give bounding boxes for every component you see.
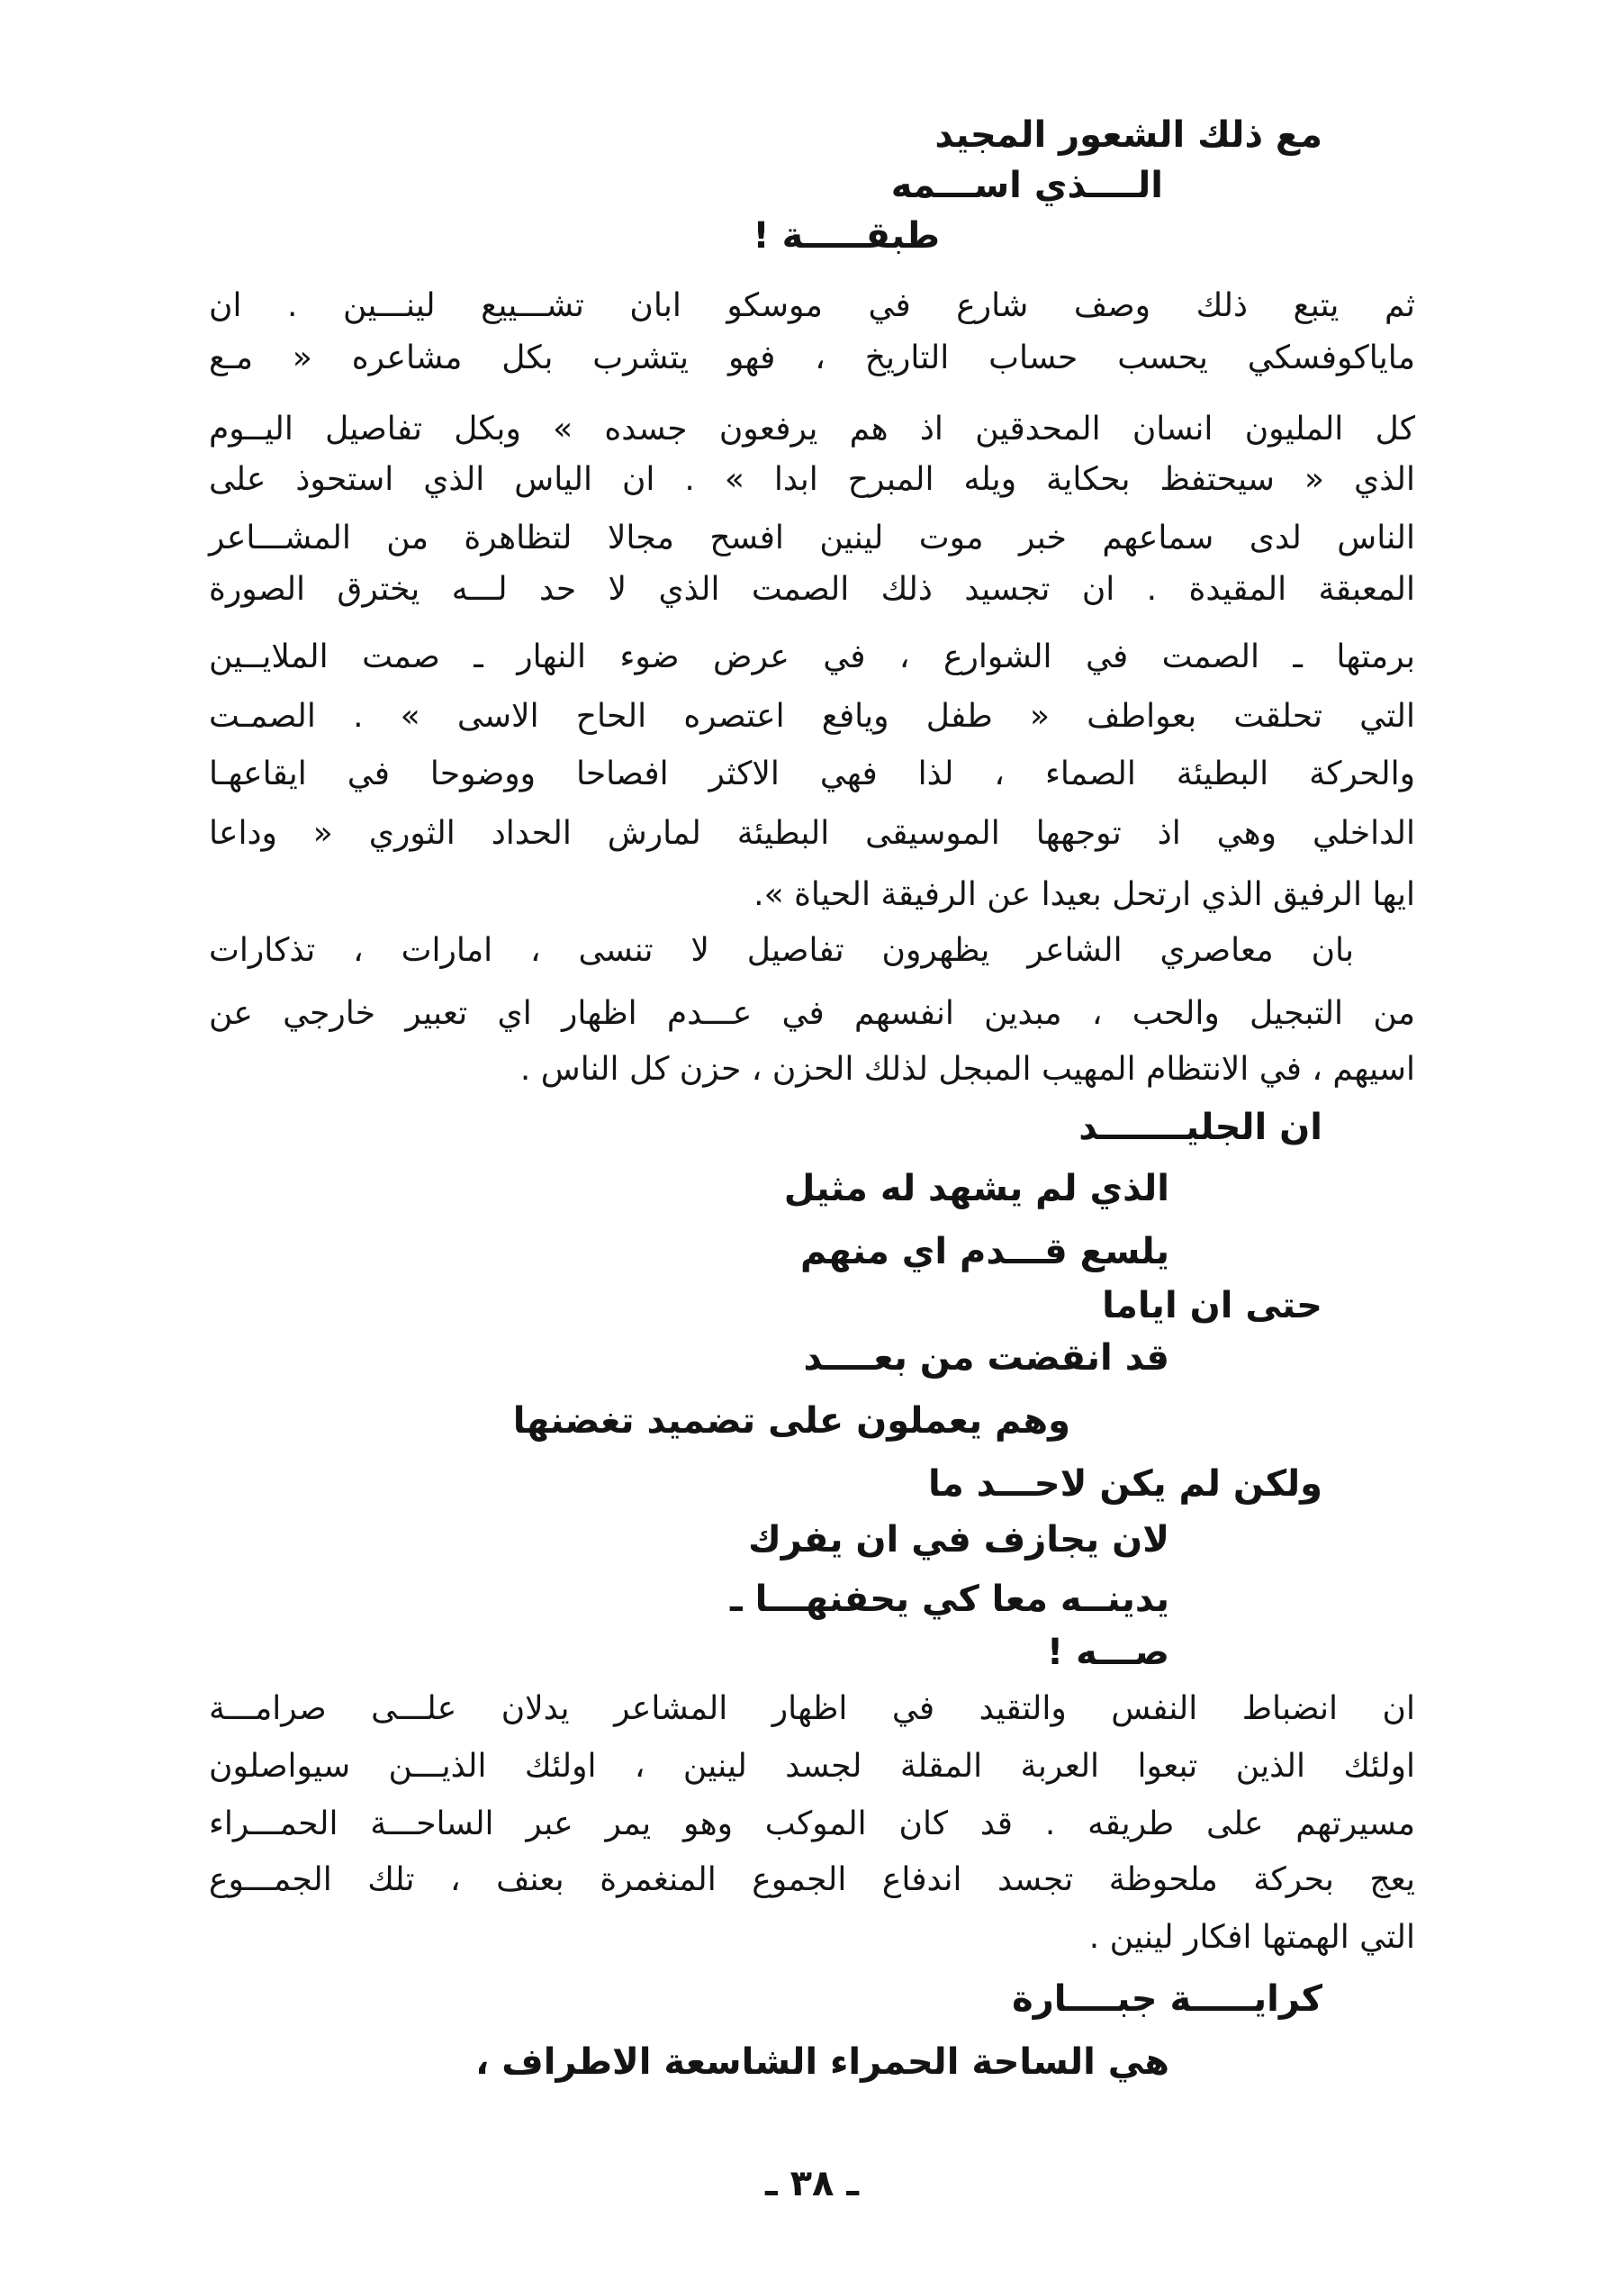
poem-line: الذي لم يشهد له مثيل — [783, 1168, 1169, 1209]
paragraph-line: المعبقة المقيدة . ان تجسيد ذلك الصمت الذي لا حد لـــه يخترق الصورة — [209, 571, 1415, 608]
poem-line: هي الساحة الحمراء الشاسعة الاطراف ، — [475, 2041, 1169, 2083]
paragraph-line: مسيرتهم على طريقه . قد كان الموكب وهو يمر عبر الساحـــة الحمـــراء — [209, 1805, 1415, 1842]
poem-line: كرايـــــة جبــــارة — [1012, 1978, 1322, 2020]
poem-line: ولكن لم يكن لاحـــد ما — [927, 1463, 1322, 1505]
paragraph-line: اسيهم ، في الانتظام المهيب المبجل لذلك الحزن ، حزن كل الناس . — [519, 1051, 1415, 1088]
poem-line: الــــذي اســـمه — [890, 165, 1163, 206]
page-number: ـ ٣٨ ـ — [764, 2163, 860, 2204]
poem-line: صـــه ! — [1046, 1632, 1169, 1673]
paragraph-line: والحركة البطيئة الصماء ، لذا فهي الاكثر افصاحا ووضوحا في ايقاعهـا — [209, 755, 1415, 792]
poem-line: يلسع قـــدم اي منهم — [799, 1231, 1169, 1272]
paragraph-line: ان انضباط النفس والتقيد في اظهار المشاعر يدلان علـــى صرامـــة — [209, 1690, 1415, 1727]
poem-line: يدينــه معا كي يحفنهـــا ـ — [730, 1579, 1169, 1620]
poem-line: لان يجازف في ان يفرك — [748, 1519, 1169, 1561]
paragraph-line: ايها الرفيق الذي ارتحل بعيدا عن الرفيقة الحياة ». — [753, 876, 1415, 913]
paragraph-line: اولئك الذين تبعوا العربة المقلة لجسد لينين ، اولئك الذيـــن سيواصلون — [209, 1748, 1415, 1785]
paragraph-line: التي الهمتها افكار لينين . — [1088, 1919, 1415, 1956]
poem-line: مع ذلك الشعور المجيد — [934, 114, 1322, 156]
paragraph-line: بان معاصري الشاعر يظهرون تفاصيل لا تنسى ، امارات ، تذكارات — [209, 932, 1354, 969]
paragraph-line: الذي « سيحتفظ بحكاية ويله المبرح ابدا » . ان الياس الذي استحوذ على — [209, 461, 1415, 498]
paragraph-line: يعج بحركة ملحوظة تجسد اندفاع الجموع المنغمرة بعنف ، تلك الجمـــوع — [209, 1861, 1415, 1898]
paragraph-line: التي تحلقت بعواطف « طفل ويافع اعتصره الحاح الاسى » . الصمـت — [209, 698, 1415, 735]
paragraph-line: ثم يتبع ذلك وصف شارع في موسكو ابان تشـــييع لينـــين . ان — [209, 287, 1415, 324]
paragraph-line: الناس لدى سماعهم خبر موت لينين افسح مجالا لتظاهرة من المشـــاعر — [209, 520, 1415, 556]
poem-line: ان الجليـــــــد — [1078, 1107, 1322, 1148]
paragraph-line: برمتها ـ الصمت في الشوارع ، في عرض ضوء النهار ـ صمت الملايــين — [209, 638, 1415, 675]
poem-line: حتى ان اياما — [1102, 1285, 1322, 1326]
poem-line: طبقـــــة ! — [753, 215, 940, 257]
poem-line: وهم يعملون على تضميد تغضنها — [512, 1400, 1070, 1442]
paragraph-line: كل المليون انسان المحدقين اذ هم يرفعون جسده » وبكل تفاصيل اليــوم — [209, 411, 1415, 448]
paragraph-line: من التبجيل والحب ، مبدين انفسهم في عـــدم اظهار اي تعبير خارجي عن — [209, 995, 1415, 1032]
paragraph-line: ماياكوفسكي يحسب حساب التاريخ ، فهو يتشرب بكل مشاعره « مـع — [209, 339, 1415, 376]
poem-line: قد انقضت من بعــــد — [803, 1337, 1169, 1379]
paragraph-line: الداخلي وهي اذ توجهها الموسيقى البطيئة لمارش الحداد الثوري « وداعا — [209, 815, 1415, 852]
